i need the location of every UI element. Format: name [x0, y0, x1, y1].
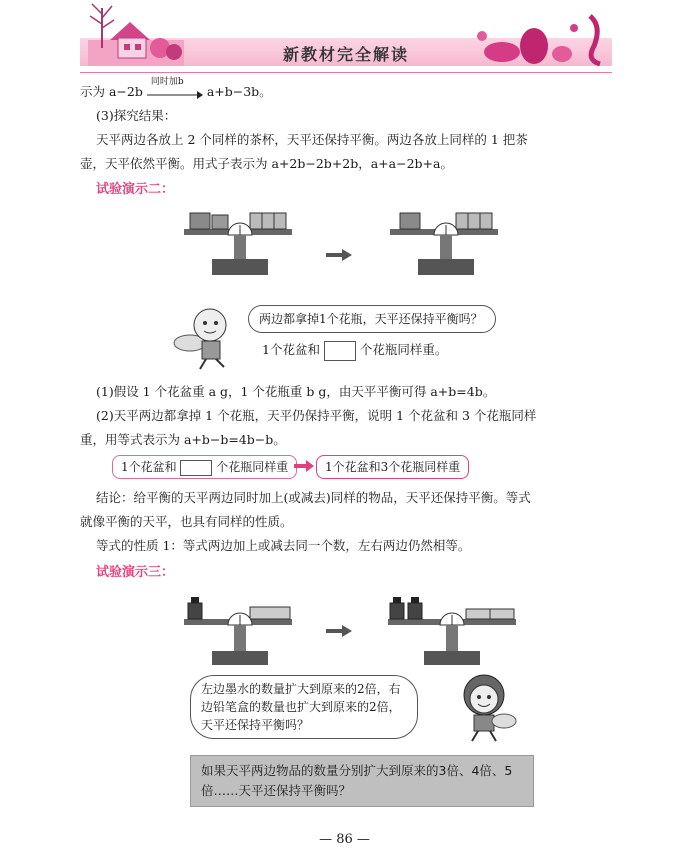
- demo2-figure: [170, 205, 510, 375]
- transition-arrow-icon: [326, 249, 352, 261]
- formula-right: a+b−3b。: [206, 84, 272, 99]
- formula-left: 示为 a−2b: [80, 84, 143, 99]
- property-text: 等式的性质 1：等式两边加上或减去同一个数，左右两边仍然相等。: [96, 538, 471, 553]
- pill-left-b: 个花瓶同样重: [216, 460, 289, 474]
- demo2-heading: 试验演示二：: [96, 182, 175, 197]
- section3-line2: 壶，天平依然平衡。用式子表示为 a+2b−2b+2b，a+a−2b+a。: [80, 156, 453, 171]
- conclusion-line1: 结论：给平衡的天平两边同时加上(或减去)同样的物品，天平还保持平衡。等式: [96, 490, 531, 505]
- section3-label: (3)探究结果：: [96, 108, 177, 123]
- pill-right: 1个花盆和3个花瓶同样重: [316, 455, 469, 479]
- answer-blank[interactable]: [324, 341, 356, 361]
- demo3-speech-bubble: 左边墨水的数量扩大到原来的2倍，右边铅笔盒的数量也扩大到原来的2倍，天平还保持平衡吗？: [190, 675, 418, 739]
- pill-left: [112, 455, 297, 479]
- demo3-heading: 试验演示三：: [96, 565, 175, 580]
- step2-line1: (2)天平两边都拿掉 1 个花瓶，天平仍保持平衡，说明 1 个花盆和 3 个花瓶同样: [96, 408, 537, 423]
- caption-right: 个花瓶同样重。: [359, 342, 448, 357]
- demo2-caption: [262, 340, 447, 361]
- arrow-with-label: [147, 76, 203, 100]
- arrow-label: 同时加b: [150, 76, 184, 87]
- demo3-question-box: 如果天平两边物品的数量分别扩大到原来的3倍、4倍、5倍……天平还保持平衡吗？: [190, 755, 534, 807]
- cartoon-character-icon: [170, 303, 240, 371]
- step2-line2: 重，用等式表示为 a+b−b=4b−b。: [80, 432, 286, 447]
- balance-scale-right: [384, 211, 504, 281]
- page-header: [80, 0, 612, 78]
- section3-line1: 天平两边各放上 2 个同样的茶杯，天平还保持平衡。两边各放上同样的 1 把茶: [96, 132, 528, 147]
- right-arrow-icon: [147, 90, 203, 100]
- balance-scale-left: [178, 211, 298, 281]
- pill-left-a: 1个花盆和: [121, 460, 177, 474]
- pill-blank[interactable]: [180, 460, 212, 476]
- girl-character-icon: [450, 671, 520, 743]
- conclusion-line2: 就像平衡的天平，也具有同样的性质。: [80, 514, 293, 529]
- step1-text: (1)假设 1 个花盆重 a g，1 个花瓶重 b g，由天平平衡可得 a+b=4b。: [96, 384, 496, 399]
- ink-scale-right: [382, 589, 522, 669]
- demo3-figure: [170, 585, 532, 810]
- caption-left: 1个花盆和: [262, 342, 320, 357]
- transition-arrow-icon-2: [326, 625, 352, 637]
- formula-line: [80, 76, 272, 100]
- page-number: — 86 —: [319, 832, 370, 847]
- header-title: 新教材完全解读: [282, 45, 409, 64]
- decorative-splash-icon: [462, 6, 612, 66]
- ink-scale-left: [178, 589, 298, 669]
- demo2-speech-bubble: 两边都拿掉1个花瓶，天平还保持平衡吗？: [248, 305, 496, 333]
- pink-arrow-icon: [294, 460, 314, 472]
